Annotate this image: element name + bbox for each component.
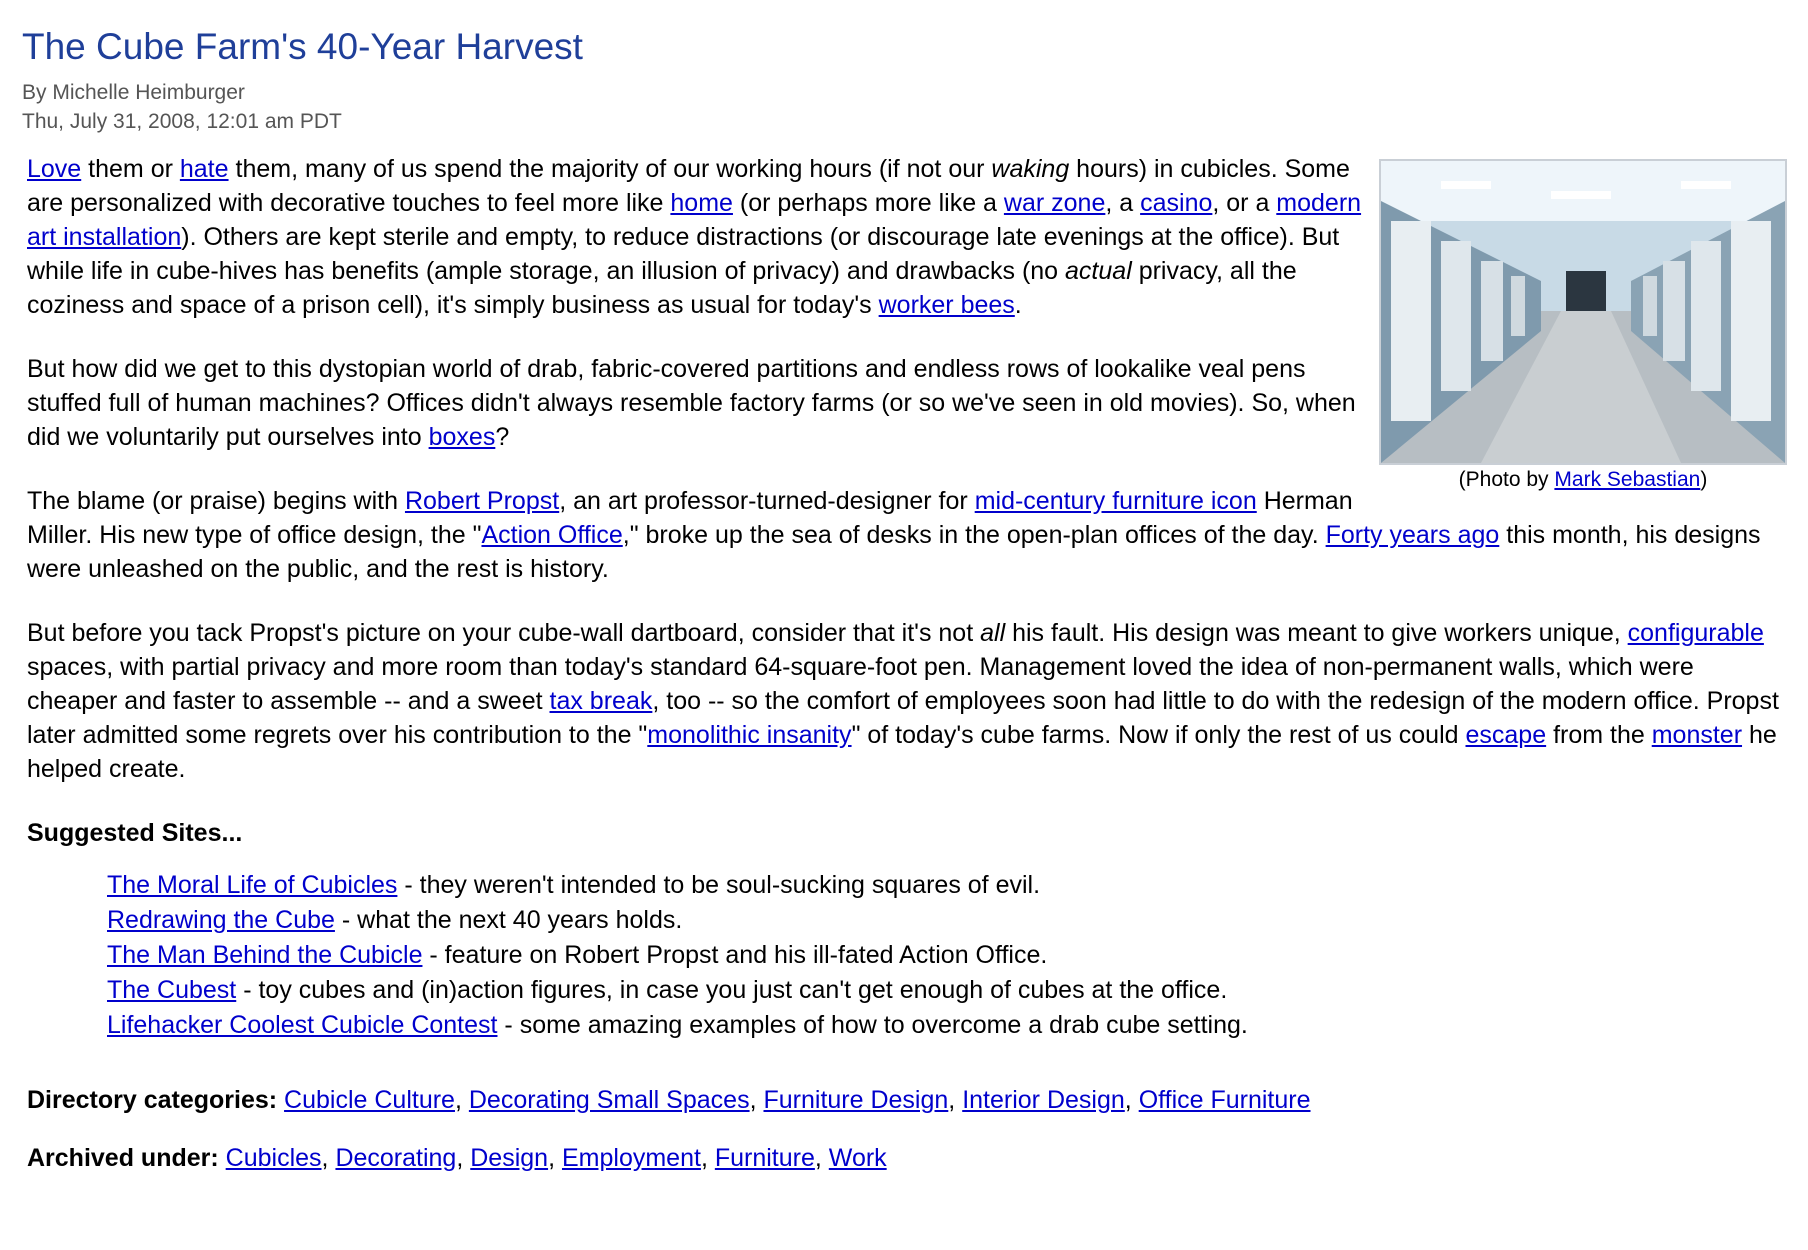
paragraph-text: , or a [1212, 189, 1277, 217]
inline-link[interactable]: mid-century furniture icon [974, 487, 1257, 515]
caption-prefix: (Photo by [1458, 468, 1555, 491]
paragraph-text: The blame (or praise) begins with [27, 487, 405, 515]
paragraph-text: , a [1105, 189, 1141, 217]
list-separator: , [456, 1144, 471, 1172]
paragraph-text: But before you tack Propst's picture on your cube-wall dartboard, consider that it's not [27, 619, 981, 647]
paragraph-text: , too -- so the comfort of employees soon had little to do with the redesign of the modern office. Propst later admitted some regrets over his contribution to the " [27, 687, 1779, 749]
publish-date: Thu, July 31, 2008, 12:01 am PDT [22, 110, 342, 133]
emphasis-text: all [980, 619, 1006, 647]
suggested-site-item [107, 903, 1787, 938]
article-paragraph [27, 484, 1787, 586]
paragraph-text: privacy, all the coziness and space of a prison cell), it's simply business as usual for today's [27, 257, 1297, 319]
paragraph-text: ). Others are kept sterile and empty, to reduce distractions (or discourage late evenings at the office). But while life in cube-hives has benefits (ample storage, an illusion of privacy) and drawbacks (no [27, 223, 1340, 285]
directory-label: Directory categories: [27, 1086, 285, 1114]
suggested-site-item [107, 868, 1787, 903]
paragraph-text: . [1014, 291, 1022, 319]
archive-tag-link[interactable]: Decorating [335, 1144, 457, 1172]
emphasis-text: waking [991, 155, 1070, 183]
suggested-site-description: - some amazing examples of how to overcome a drab cube setting. [497, 1011, 1248, 1039]
photo-caption [1379, 467, 1787, 493]
directory-categories [27, 1083, 1787, 1117]
paragraph-text: them, many of us spend the majority of our working hours (if not our [228, 155, 992, 183]
paragraph-text: spaces, with partial privacy and more room than today's standard 64-square-foot pen. Management loved the idea of non-permanent walls, which were cheaper and faster to assemble -- and a sweet [27, 653, 1694, 715]
suggested-site-link[interactable]: The Cubest [107, 976, 237, 1004]
inline-link[interactable]: Forty years ago [1325, 521, 1500, 549]
suggested-site-link[interactable]: Lifehacker Coolest Cubicle Contest [107, 1011, 498, 1039]
paragraph-text: ," broke up the sea of desks in the open-plan offices of the day. [622, 521, 1326, 549]
suggested-site-link[interactable]: The Man Behind the Cubicle [107, 941, 423, 969]
suggested-site-description: - toy cubes and (in)action figures, in case you just can't get enough of cubes at the office. [236, 976, 1228, 1004]
paragraph-text: he helped create. [27, 721, 1777, 783]
archive-tag-link[interactable]: Design [470, 1144, 549, 1172]
emphasis-text: actual [1065, 257, 1132, 285]
inline-link[interactable]: monolithic insanity [647, 721, 852, 749]
author: By Michelle Heimburger [22, 81, 245, 104]
directory-category-link[interactable]: Furniture Design [763, 1086, 949, 1114]
inline-link[interactable]: Robert Propst [404, 487, 560, 515]
paragraph-text: Herman Miller. His new type of office design, the " [27, 487, 1353, 549]
suggested-sites-heading: Suggested Sites... [27, 819, 243, 847]
paragraph-text: this month, his designs were unleashed on the public, and the rest is history. [27, 521, 1761, 583]
list-separator: , [700, 1144, 715, 1172]
archive-tag-link[interactable]: Cubicles [225, 1144, 322, 1172]
suggested-site-item [107, 973, 1787, 1008]
suggested-site-item [107, 938, 1787, 973]
directory-category-link[interactable]: Office Furniture [1138, 1086, 1311, 1114]
inline-link[interactable]: worker bees [878, 291, 1015, 319]
paragraph-text: hours) in cubicles. Some are personalized with decorative touches to feel more like [27, 155, 1350, 217]
list-separator: , [321, 1144, 336, 1172]
list-separator: , [948, 1086, 963, 1114]
inline-link[interactable]: Action Office [481, 521, 623, 549]
suggested-site-description: - what the next 40 years holds. [334, 906, 683, 934]
photographer-link[interactable]: Mark Sebastian [1554, 468, 1701, 491]
archive-tag-link[interactable]: Furniture [714, 1144, 815, 1172]
directory-category-link[interactable]: Decorating Small Spaces [468, 1086, 750, 1114]
paragraph-text: " of today's cube farms. Now if only the rest of us could [851, 721, 1466, 749]
paragraph-text: But how did we get to this dystopian world of drab, fabric-covered partitions and endless rows of lookalike veal pens stuffed full of human machines? Offices didn't always resemble factory farms (or so we've seen in old movies). So, when did we voluntarily put ourselves into [27, 355, 1356, 451]
suggested-site-link[interactable]: The Moral Life of Cubicles [107, 871, 398, 899]
paragraph-text: (or perhaps more like a [732, 189, 1004, 217]
inline-link[interactable]: hate [179, 155, 229, 183]
directory-category-link[interactable]: Cubicle Culture [284, 1086, 455, 1114]
archived-under [27, 1141, 1787, 1175]
archive-tag-link[interactable]: Employment [561, 1144, 701, 1172]
suggested-site-description: - feature on Robert Propst and his ill-fated Action Office. [422, 941, 1048, 969]
inline-link[interactable]: escape [1465, 721, 1547, 749]
directory-category-link[interactable]: Interior Design [962, 1086, 1125, 1114]
suggested-site-link[interactable]: Redrawing the Cube [107, 906, 335, 934]
paragraph-text: ? [495, 423, 510, 451]
inline-link[interactable]: configurable [1627, 619, 1764, 647]
article-paragraph [27, 616, 1787, 786]
inline-link[interactable]: modern art installation [27, 189, 1362, 251]
inline-link[interactable]: Love [27, 155, 82, 183]
inline-link[interactable]: war zone [1003, 189, 1106, 217]
inline-link[interactable]: casino [1140, 189, 1213, 217]
list-separator: , [1124, 1086, 1139, 1114]
inline-link[interactable]: monster [1651, 721, 1743, 749]
list-separator: , [749, 1086, 764, 1114]
inline-link[interactable]: home [670, 189, 733, 217]
archive-tag-link[interactable]: Work [828, 1144, 887, 1172]
list-separator: , [548, 1144, 562, 1172]
suggested-site-description: - they weren't intended to be soul-sucking squares of evil. [397, 871, 1041, 899]
paragraph-text: his fault. His design was meant to give workers unique, [1005, 619, 1628, 647]
list-separator: , [454, 1086, 469, 1114]
inline-link[interactable]: boxes [428, 423, 496, 451]
suggested-sites-list [107, 868, 1787, 1043]
paragraph-text: , an art professor-turned-designer for [559, 487, 975, 515]
byline [22, 78, 342, 136]
list-separator: , [814, 1144, 829, 1172]
photo-figure [1379, 159, 1787, 493]
paragraph-text: from the [1546, 721, 1652, 749]
paragraph-text: them or [81, 155, 180, 183]
cubicle-photo [1379, 159, 1787, 465]
article-body [27, 152, 1787, 1199]
suggested-site-item [107, 1008, 1787, 1043]
caption-suffix: ) [1700, 468, 1708, 491]
article-title: The Cube Farm's 40-Year Harvest [22, 26, 583, 67]
inline-link[interactable]: tax break [549, 687, 653, 715]
archived-label: Archived under: [27, 1144, 226, 1172]
